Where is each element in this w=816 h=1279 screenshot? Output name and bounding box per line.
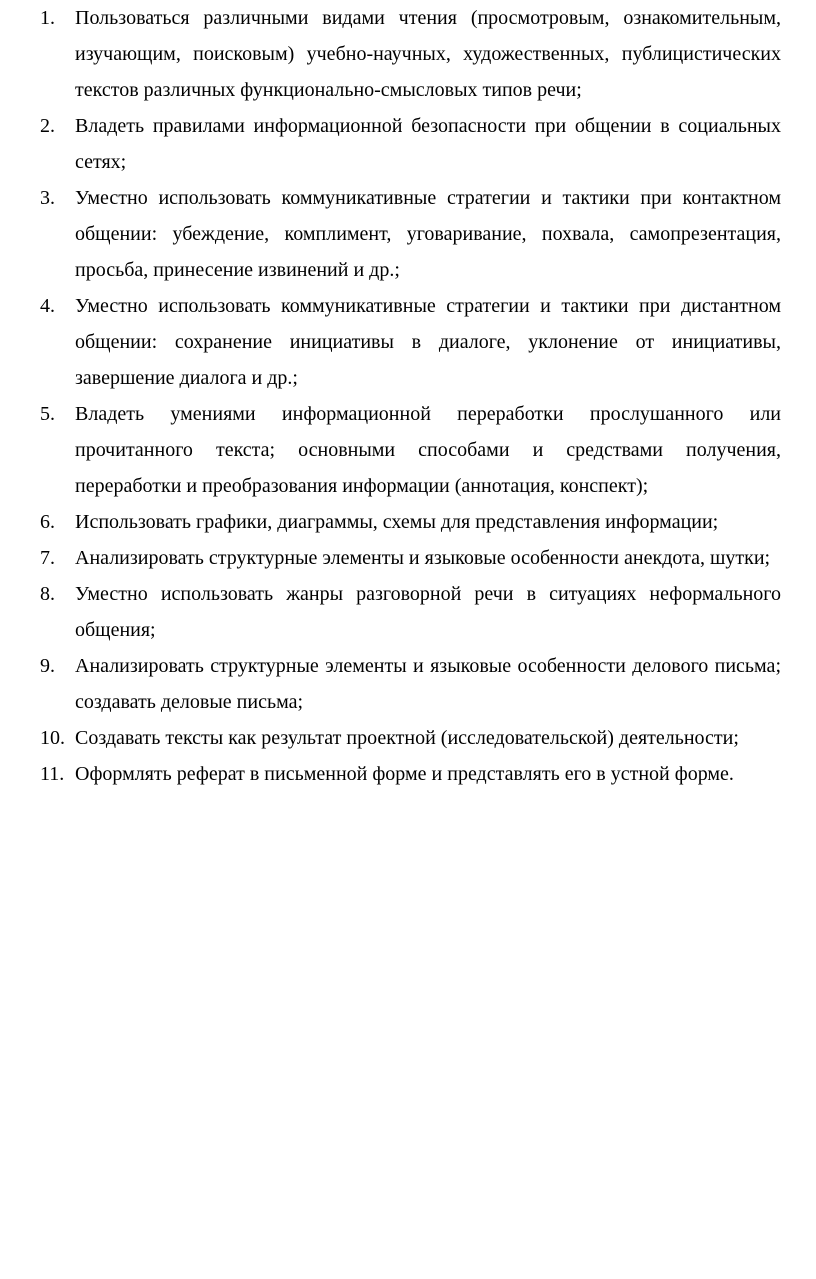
- list-item-text: Создавать тексты как результат проектной (исследовательской) деятельности;: [75, 727, 739, 749]
- list-item-number: 11.: [40, 763, 65, 785]
- list-item-text: Пользоваться различными видами чтения (просмотровым, ознакомительным, изучающим, поисковым) учебно-научных, художественных, публицистических текстов различных функционально-смысловых типов речи;: [75, 7, 781, 101]
- list-item-number: 5.: [40, 403, 55, 425]
- requirements-list: [40, 0, 816, 792]
- list-item-number: 6.: [40, 511, 55, 533]
- list-item: [40, 576, 781, 648]
- list-item-text: Оформлять реферат в письменной форме и представлять его в устной форме.: [75, 763, 734, 785]
- list-item: [40, 0, 781, 108]
- list-item: [40, 648, 781, 720]
- list-item: [40, 720, 781, 756]
- list-item-text: Уместно использовать коммуникативные стратегии и тактики при дистантном общении: сохранение инициативы в диалоге, уклонение от инициативы, завершение диалога и др.;: [75, 295, 781, 389]
- list-item-text: Использовать графики, диаграммы, схемы для представления информации;: [75, 511, 719, 533]
- list-item: [40, 396, 781, 504]
- list-item-text: Анализировать структурные элементы и языковые особенности анекдота, шутки;: [75, 547, 771, 569]
- list-item: [40, 756, 781, 792]
- list-item-number: 9.: [40, 655, 55, 677]
- list-item-text: Уместно использовать коммуникативные стратегии и тактики при контактном общении: убеждение, комплимент, уговаривание, похвала, самопрезентация, просьба, принесение извинений и др.;: [75, 187, 781, 281]
- list-item-number: 2.: [40, 115, 55, 137]
- list-item-text: Владеть правилами информационной безопасности при общении в социальных сетях;: [75, 115, 781, 173]
- list-item: [40, 540, 781, 576]
- list-item-number: 1.: [40, 7, 55, 29]
- list-item: [40, 504, 781, 540]
- list-item-number: 8.: [40, 583, 55, 605]
- list-item: [40, 108, 781, 180]
- list-item-text: Владеть умениями информационной переработки прослушанного или прочитанного текста; основными способами и средствами получения, переработки и преобразования информации (аннотация, конспект);: [75, 403, 781, 497]
- list-item-text: Уместно использовать жанры разговорной речи в ситуациях неформального общения;: [75, 583, 781, 641]
- list-item-text: Анализировать структурные элементы и языковые особенности делового письма; создавать деловые письма;: [75, 655, 781, 713]
- list-item: [40, 288, 781, 396]
- list-item-number: 7.: [40, 547, 55, 569]
- list-item: [40, 180, 781, 288]
- list-item-number: 4.: [40, 295, 55, 317]
- list-item-number: 3.: [40, 187, 55, 209]
- list-item-number: 10.: [40, 727, 65, 749]
